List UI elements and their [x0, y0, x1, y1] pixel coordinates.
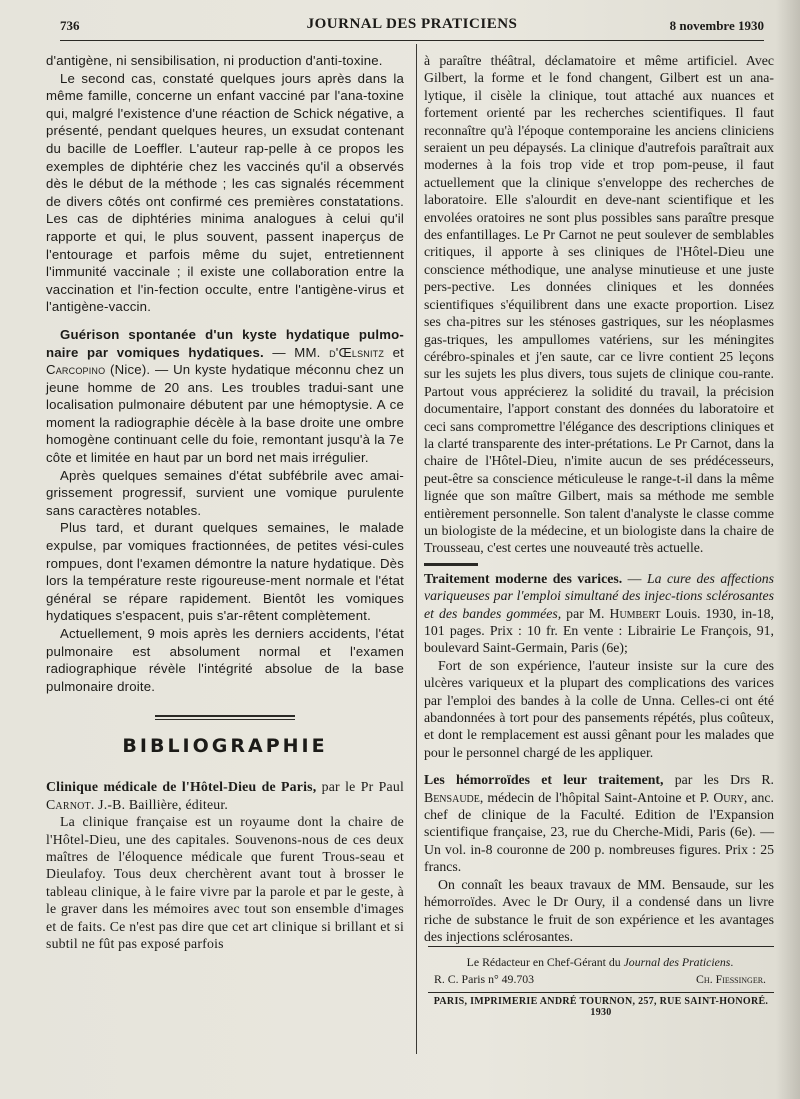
article-title: Traitement moderne des varices. [424, 570, 623, 586]
issue-date: 8 novembre 1930 [669, 18, 764, 33]
registre-line [434, 971, 766, 988]
paragraph: d'antigène, ni sensibilisation, ni production d'anti-toxine. [46, 53, 383, 68]
right-column [424, 52, 774, 945]
article-title: Guérison spontanée d'un kyste hydatique pulmo-naire par vomiques hydatiques. [46, 326, 404, 360]
author-name: Carnot [46, 796, 91, 812]
book-title: La cure des affections variqueuses par l'emploi simultané des injec-tions sclérosantes et des bandes gommées, [424, 570, 774, 621]
bibliographie-heading: BIBLIOGRAPHIE [122, 735, 328, 758]
paragraph: On connaît les beaux travaux de MM. Bensaude, sur les hémorroïdes. Avec le Dr Oury, il a condensé dans un livre riche de substance le fruit de son expérience et les avantages des injections sclérosantes. [424, 876, 774, 944]
article-hemorroides: Les hémorroïdes et leur traitement, par les Drs R. Bensaude, médecin de l'hôpital Saint-Antoine et P. Oury, anc. chef de clinique de la Faculté. Edition de l'Expansion scientifique française, 23, rue du Cherche-Midi, Paris (6e). — Un vol. in-8 couronne de 200 p. nombreuses figures. Prix : 25 francs. [424, 772, 774, 875]
article-kyste: Guérison spontanée d'un kyste hydatique pulmo-naire par vomiques hydatiques. — MM. d'Œlsnitz et Carcopino (Nice). — Un kyste hydatique méconnu chez un jeune homme de 20 ans. Les troubles tradui-sant une localisation pulmonaire débutent par une hémoptysie. A ce moment la radiographie décèle à la base droite une ombre homogène continuant celle du foie, remontant jusqu'à la 7e côte et limitée en haut par un bord net mais irrégulier. [46, 326, 405, 466]
page-header [60, 14, 764, 40]
article-clinique-heading: Clinique médicale de l'Hôtel-Dieu de Paris, par le Pr Paul Carnot. J.-B. Baillière, éditeur. [46, 778, 404, 812]
gerant-name: Ch. Fiessinger. [696, 972, 766, 986]
paragraph: Plus tard, et durant quelques semaines, le malade expulse, par vomiques fractionnées, de petites vési-cules rompues, dont l'examen démontre la nature hydatique. Dès lors la température reste rigoureuse-ment normale et l'état général se répare rapidement. Bientôt les vomiques hydatiques s'espacent, puis s'ar-rêtent complètement. [46, 520, 404, 624]
paragraph: Le second cas, constaté quelques jours après dans la même famille, concerne un enfant vacciné par l'ana-toxine qui, malgré l'existence d'une réaction de Schick négative, a présenté, pendant quelques heures, un exsudat contenant du bacille de Loeffler. L'auteur rap-pelle à ce propos les exemples de diphtérie chez les vaccinés qu'il a observés dès le début de la méthode ; les cas signalés récemment de divers côtés ont confirmé ces premières constatations. Les cas de diphtéries minima analogues à celui qu'il rapporte et qui, le plus souvent, passent inaperçus de l'entourage et parfois même du sujet, entretiennent l'immunité vaccinale ; il existe une collaboration entre la vaccination et l'in-fection occulte, entre l'antigène-virus et l'antigène-vaccin. [46, 70, 404, 315]
printer-line: PARIS, IMPRIMERIE ANDRÉ TOURNON, 257, RUE SAINT-HONORÉ. 1930 [433, 996, 769, 1018]
column-rule [416, 44, 417, 1054]
article-title: Les hémorroïdes et leur traitement, [424, 772, 664, 788]
ornamental-dash [424, 563, 478, 566]
footer-imprint [434, 954, 766, 988]
author-name: d'Œlsnitz [329, 344, 385, 360]
paragraph: La clinique française est un royaume dont la chaire de l'Hôtel-Dieu, une des capitales. Souvenons-nous de ces deux maîtres de l'éloquence médicale que furent Trous-seau et Dieulafoy. Tous deux cherchèrent avant tout à brosser le tableau clinique, à le faire vivre par la parole et par le geste, à le graver dans les mémoires avec tout son ensemble d'images et de faits. Ce n'est pas dire que cet art clinique si brillant et si subtil ne fût pas exposé parfois [46, 814, 404, 951]
author-name: Carcopino [46, 362, 106, 378]
footer-rule [428, 946, 774, 947]
article-varices: Traitement moderne des varices. — La cure des affections variqueuses par l'emploi simultané des injec-tions sclérosantes et des bandes gommées, par M. Humbert Louis. 1930, in-18, 101 pages. Prix : 10 fr. En vente : Librairie Le François, 91, boulevard Saint-Germain, Paris (6e); [424, 570, 774, 656]
author-name: Bensaude [424, 789, 480, 805]
footer-rule [428, 992, 774, 993]
left-column [46, 52, 404, 952]
article-title: Clinique médicale de l'Hôtel-Dieu de Paris, [46, 778, 317, 794]
page-edge-shadow [776, 0, 800, 1099]
header-rule [60, 40, 764, 41]
paragraph: à paraître théâtral, déclamatoire et même artificiel. Avec Gilbert, la forme et le fond changent, Gilbert est un ana-lytique, il cisèle la clinique, tout attaché aux nuances et fortement orienté par les recherches scientifiques. Il faut reconnaître qu'à l'époque contemporaine les anciens cliniciens seraient un peu dépaysés. La clinique d'autrefois paraîtrait aux modernes à la fois trop vide et trop pom-peuse, il faut actuellement que la clinique s'enveloppe des recherches de laboratoire. Elle s'alourdit en deve-nant scientifique et les envolées oratoires ne sont plus possibles sans paraître presque des enfantillages. Le Pr Carnot ne peut soulever de semblables critiques, il apporte à ses cliniques de l'Hôtel-Dieu une conscience méthodique, une analyse minutieuse et une juste pers-pective. Les données cliniques et les données scientifiques s'équilibrent dans une exacte proportion. Lisez ses cha-pitres sur les sténoses gastriques, sur les néoplasmes gas-triques, les ampullomes vatériens, sur les méningites cérébro-spinales et j'en saute, car ce livre contient 25 leçons sur les sujets les plus divers, tous sujets de clinique cou-rante. Partout vous apprécierez la solidité du travail, la précision documentaire, l'apport constant des données du laboratoire et ceci sans compromettre l'élégance des descriptions cliniques et la clarté transparente des inter-prétations. Le Pr Carnot, dans la chaire de l'Hôtel-Dieu, n'imite aucun de ses prédécesseurs, peut-être sa conscience méticuleuse le range-t-il dans la même lignée que son maître Gilbert, mais sa méthode me semble entièrement personnelle. Son talent d'analyste le classe comme un biologiste de la médecine, et un biologiste dans la chaire de Trousseau, c'est certes une nouveauté très actuelle. [424, 53, 774, 556]
author-name: Humbert [609, 605, 661, 621]
paragraph: Fort de son expérience, l'auteur insiste sur la cure des ulcères variqueux et la plupart des complications des varices par l'emploi des bandes à la colle de Unna. Celles-ci ont été abandonnées à tort pour des pansements répétés, plus coûteux, et dont le remplacement est aussi gênant pour les malades que pour le personnel chargé de les appliquer. [424, 657, 774, 760]
author-name: Oury [713, 789, 744, 805]
section-separator [155, 715, 295, 720]
page-number: 736 [60, 18, 80, 33]
paragraph: Actuellement, 9 mois après les derniers accidents, l'état pulmonaire est absolument normal et l'examen radiographique révèle l'intégrité absolue de la base pulmonaire droite. [46, 626, 404, 694]
journal-title: JOURNAL DES PRATICIENS [306, 16, 518, 32]
redacteur-line: Le Rédacteur en Chef-Gérant du Journal des Praticiens. [466, 955, 734, 969]
registre-commerce: R. C. Paris n° 49.703 [434, 972, 535, 986]
paragraph: Après quelques semaines d'état subfébrile avec amai-grissement progressif, survient une vomique purulente sans caractères notables. [46, 467, 404, 518]
